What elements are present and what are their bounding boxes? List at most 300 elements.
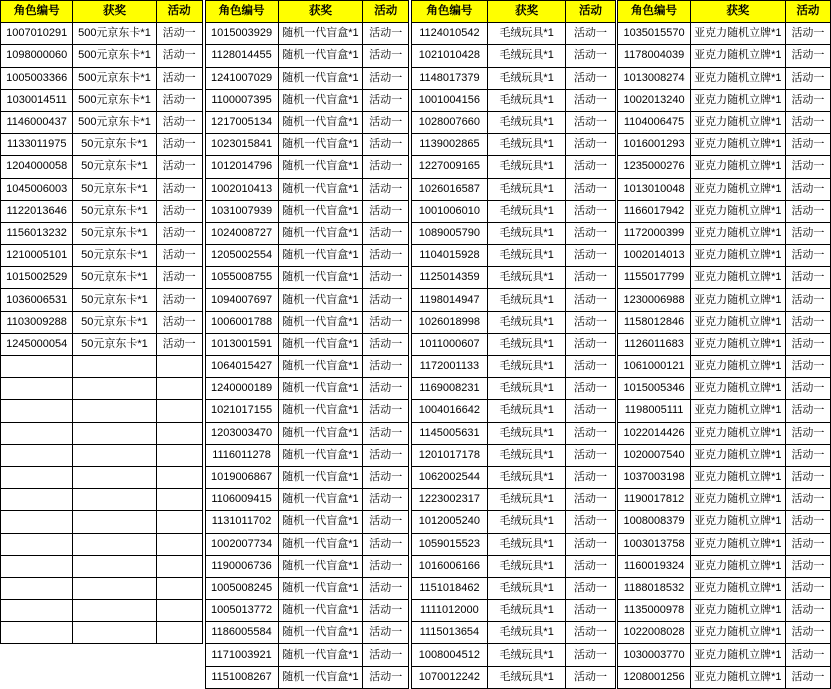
table-row [205,422,409,444]
cell-prize: 随机一代盲盒*1 [278,289,363,311]
cell-role-id: 1104006475 [618,111,690,133]
table-row [205,400,409,422]
cell-prize: 毛绒玩具*1 [487,622,566,644]
cell-role-id: 1103009288 [1,311,73,333]
winner-table-acrylic-stand [617,0,831,689]
cell-activity: 活动一 [566,111,615,133]
cell-activity: 活动一 [785,511,830,533]
cell-role-id: 1021017155 [205,400,278,422]
cell-role-id: 1122013646 [1,200,73,222]
cell-prize: 随机一代盲盒*1 [278,511,363,533]
cell-activity [156,378,202,400]
cell-activity: 活动一 [363,466,409,488]
cell-activity: 活动一 [785,311,830,333]
cell-activity: 活动一 [156,156,202,178]
table-row-empty [1,533,203,555]
cell-prize: 毛绒玩具*1 [487,222,566,244]
cell-activity: 活动一 [363,111,409,133]
winner-table-blind-box [205,0,410,689]
cell-prize: 随机一代盲盒*1 [278,222,363,244]
cell-role-id: 1005013772 [205,600,278,622]
column-header: 活动 [566,1,615,23]
cell-activity [156,489,202,511]
cell-activity: 活动一 [566,178,615,200]
cell-role-id: 1158012846 [618,311,690,333]
table-row [205,333,409,355]
table-row [411,89,615,111]
cell-role-id: 1011000607 [411,333,487,355]
table-row-empty [1,466,203,488]
cell-role-id: 1064015427 [205,356,278,378]
cell-prize: 亚克力随机立牌*1 [690,111,785,133]
table-row-empty [1,356,203,378]
cell-role-id: 1002014013 [618,245,690,267]
cell-prize: 50元京东卡*1 [73,289,156,311]
table-row [205,489,409,511]
cell-activity: 活动一 [785,200,830,222]
table-row [618,666,831,688]
table-row [411,222,615,244]
cell-activity: 活动一 [785,178,830,200]
cell-prize: 随机一代盲盒*1 [278,533,363,555]
cell-role-id: 1035015570 [618,23,690,45]
cell-role-id: 1166017942 [618,200,690,222]
cell-role-id: 1190017812 [618,489,690,511]
cell-prize: 随机一代盲盒*1 [278,245,363,267]
cell-role-id: 1002010413 [205,178,278,200]
cell-role-id [1,489,73,511]
cell-prize: 毛绒玩具*1 [487,511,566,533]
table-row [411,422,615,444]
cell-activity: 活动一 [156,89,202,111]
table-row [1,134,203,156]
cell-activity: 活动一 [156,45,202,67]
cell-prize: 亚克力随机立牌*1 [690,644,785,666]
cell-role-id: 1098000060 [1,45,73,67]
table-row [1,156,203,178]
cell-prize: 随机一代盲盒*1 [278,356,363,378]
table-row [205,200,409,222]
cell-activity [156,533,202,555]
cell-prize: 500元京东卡*1 [73,45,156,67]
table-row-empty [1,577,203,599]
cell-role-id [1,356,73,378]
table-row [1,23,203,45]
table-row [1,245,203,267]
cell-role-id: 1012005240 [411,511,487,533]
table-row [205,577,409,599]
cell-activity: 活动一 [566,23,615,45]
table-row [411,533,615,555]
cell-prize: 亚克力随机立牌*1 [690,666,785,688]
cell-activity: 活动一 [566,489,615,511]
cell-activity: 活动一 [363,134,409,156]
cell-role-id: 1240000189 [205,378,278,400]
cell-prize: 亚克力随机立牌*1 [690,400,785,422]
cell-role-id: 1128014455 [205,45,278,67]
table-row [205,378,409,400]
cell-prize: 亚克力随机立牌*1 [690,289,785,311]
cell-prize: 亚克力随机立牌*1 [690,178,785,200]
cell-prize: 随机一代盲盒*1 [278,489,363,511]
table-row [618,489,831,511]
table-row [411,23,615,45]
cell-activity: 活动一 [363,267,409,289]
cell-role-id: 1135000978 [618,600,690,622]
cell-activity: 活动一 [363,444,409,466]
table-row [205,89,409,111]
cell-activity: 活动一 [363,422,409,444]
cell-activity: 活动一 [363,67,409,89]
table-row [411,511,615,533]
cell-prize: 毛绒玩具*1 [487,134,566,156]
cell-activity: 活动一 [566,644,615,666]
cell-prize: 随机一代盲盒*1 [278,444,363,466]
table-row-empty [1,489,203,511]
table-row [618,622,831,644]
cell-role-id: 1190006736 [205,555,278,577]
cell-role-id: 1013001591 [205,333,278,355]
cell-activity: 活动一 [363,400,409,422]
cell-prize: 毛绒玩具*1 [487,466,566,488]
cell-activity: 活动一 [785,600,830,622]
cell-activity [156,444,202,466]
cell-prize: 50元京东卡*1 [73,222,156,244]
cell-role-id: 1030014511 [1,89,73,111]
cell-prize: 毛绒玩具*1 [487,45,566,67]
cell-prize: 亚克力随机立牌*1 [690,67,785,89]
table-row [618,67,831,89]
cell-activity: 活动一 [785,555,830,577]
cell-activity: 活动一 [566,134,615,156]
cell-prize: 50元京东卡*1 [73,333,156,355]
cell-activity: 活动一 [566,267,615,289]
cell-prize: 亚克力随机立牌*1 [690,489,785,511]
cell-role-id: 1006001788 [205,311,278,333]
cell-prize: 500元京东卡*1 [73,89,156,111]
cell-activity: 活动一 [785,333,830,355]
cell-prize: 毛绒玩具*1 [487,267,566,289]
table-row [411,311,615,333]
table-row [205,23,409,45]
cell-activity: 活动一 [363,311,409,333]
cell-prize: 50元京东卡*1 [73,200,156,222]
table-row [1,200,203,222]
cell-activity: 活动一 [363,222,409,244]
table-row-empty [1,422,203,444]
table-row [618,378,831,400]
cell-role-id: 1201017178 [411,444,487,466]
cell-activity: 活动一 [156,311,202,333]
table-row [411,356,615,378]
cell-prize: 随机一代盲盒*1 [278,111,363,133]
table-row-empty [1,622,203,644]
cell-role-id: 1003013758 [618,533,690,555]
cell-role-id: 1001006010 [411,200,487,222]
cell-prize: 亚克力随机立牌*1 [690,378,785,400]
cell-role-id: 1008008379 [618,511,690,533]
table-row [205,245,409,267]
cell-prize: 毛绒玩具*1 [487,400,566,422]
cell-prize [73,378,156,400]
table-row [411,45,615,67]
cell-role-id: 1203003470 [205,422,278,444]
cell-role-id: 1155017799 [618,267,690,289]
cell-role-id: 1026018998 [411,311,487,333]
cell-prize: 毛绒玩具*1 [487,333,566,355]
table-row [411,466,615,488]
table-row [1,289,203,311]
cell-prize: 毛绒玩具*1 [487,178,566,200]
table-row [205,666,409,688]
cell-activity: 活动一 [785,444,830,466]
table-row [205,311,409,333]
cell-role-id: 1156013232 [1,222,73,244]
cell-activity: 活动一 [363,577,409,599]
cell-prize: 亚克力随机立牌*1 [690,134,785,156]
cell-role-id: 1045006003 [1,178,73,200]
cell-activity: 活动一 [363,600,409,622]
cell-prize: 随机一代盲盒*1 [278,267,363,289]
cell-activity: 活动一 [363,489,409,511]
cell-activity: 活动一 [566,444,615,466]
cell-role-id: 1111012000 [411,600,487,622]
cell-activity: 活动一 [566,511,615,533]
cell-prize: 随机一代盲盒*1 [278,178,363,200]
cell-role-id: 1020007540 [618,444,690,466]
cell-role-id: 1104015928 [411,245,487,267]
cell-activity: 活动一 [785,222,830,244]
cell-activity: 活动一 [566,356,615,378]
table-row [205,533,409,555]
table-row [411,333,615,355]
cell-activity: 活动一 [566,577,615,599]
cell-role-id: 1031007939 [205,200,278,222]
cell-role-id: 1160019324 [618,555,690,577]
cell-prize: 亚克力随机立牌*1 [690,200,785,222]
cell-activity: 活动一 [785,666,830,688]
cell-role-id: 1094007697 [205,289,278,311]
table-row [411,245,615,267]
table-header-row [205,1,409,23]
cell-activity: 活动一 [363,23,409,45]
cell-prize: 毛绒玩具*1 [487,644,566,666]
cell-role-id: 1002007734 [205,533,278,555]
table-row [411,178,615,200]
cell-activity: 活动一 [785,533,830,555]
cell-activity: 活动一 [785,422,830,444]
cell-role-id: 1005003366 [1,67,73,89]
cell-activity: 活动一 [785,644,830,666]
cell-activity: 活动一 [363,511,409,533]
cell-prize: 亚克力随机立牌*1 [690,245,785,267]
table-row [205,511,409,533]
table-row [618,333,831,355]
cell-activity: 活动一 [156,267,202,289]
cell-role-id: 1151018462 [411,577,487,599]
cell-activity: 活动一 [566,422,615,444]
cell-prize: 随机一代盲盒*1 [278,600,363,622]
table-row [1,45,203,67]
cell-role-id: 1148017379 [411,67,487,89]
cell-prize [73,422,156,444]
cell-role-id: 1002013240 [618,89,690,111]
cell-role-id: 1198005111 [618,400,690,422]
cell-activity: 活动一 [566,289,615,311]
cell-role-id: 1028007660 [411,111,487,133]
cell-role-id: 1070012242 [411,666,487,688]
table-row [1,67,203,89]
cell-activity: 活动一 [785,356,830,378]
cell-activity: 活动一 [785,622,830,644]
cell-prize: 随机一代盲盒*1 [278,466,363,488]
table-row [1,89,203,111]
cell-prize: 毛绒玩具*1 [487,245,566,267]
cell-prize [73,511,156,533]
cell-role-id: 1133011975 [1,134,73,156]
cell-prize: 亚克力随机立牌*1 [690,466,785,488]
cell-activity: 活动一 [363,289,409,311]
cell-activity: 活动一 [363,378,409,400]
table-row [205,644,409,666]
cell-role-id: 1019006867 [205,466,278,488]
cell-activity: 活动一 [156,289,202,311]
cell-role-id: 1125014359 [411,267,487,289]
cell-role-id [1,400,73,422]
cell-activity [156,356,202,378]
table-row [205,134,409,156]
cell-prize: 亚克力随机立牌*1 [690,622,785,644]
cell-role-id: 1172000399 [618,222,690,244]
cell-activity [156,600,202,622]
cell-role-id: 1030003770 [618,644,690,666]
cell-role-id: 1106009415 [205,489,278,511]
cell-role-id: 1021010428 [411,45,487,67]
cell-activity: 活动一 [785,134,830,156]
cell-role-id: 1169008231 [411,378,487,400]
table-row [205,600,409,622]
cell-activity: 活动一 [566,311,615,333]
table-row [205,222,409,244]
cell-activity [156,577,202,599]
cell-activity: 活动一 [156,111,202,133]
winner-table-plush-toy [411,0,616,689]
table-row [411,489,615,511]
cell-activity: 活动一 [566,533,615,555]
table-row [618,111,831,133]
table-row [205,444,409,466]
table-row [618,289,831,311]
cell-prize: 随机一代盲盒*1 [278,422,363,444]
table-row [411,600,615,622]
cell-prize [73,577,156,599]
cell-role-id [1,555,73,577]
table-row [618,311,831,333]
column-header: 角色编号 [205,1,278,23]
winner-table-jd-card [0,0,203,644]
cell-activity [156,466,202,488]
cell-prize [73,356,156,378]
cell-prize: 毛绒玩具*1 [487,311,566,333]
cell-activity [156,555,202,577]
cell-role-id: 1186005584 [205,622,278,644]
cell-prize: 随机一代盲盒*1 [278,156,363,178]
cell-prize: 50元京东卡*1 [73,245,156,267]
table-row [411,444,615,466]
cell-activity: 活动一 [566,400,615,422]
cell-activity: 活动一 [785,67,830,89]
cell-prize: 毛绒玩具*1 [487,422,566,444]
cell-prize: 毛绒玩具*1 [487,23,566,45]
cell-activity: 活动一 [363,555,409,577]
cell-prize: 亚克力随机立牌*1 [690,577,785,599]
cell-prize: 毛绒玩具*1 [487,378,566,400]
cell-activity: 活动一 [785,289,830,311]
cell-prize: 亚克力随机立牌*1 [690,267,785,289]
cell-prize: 毛绒玩具*1 [487,289,566,311]
table-row [618,245,831,267]
cell-activity: 活动一 [566,245,615,267]
table-row [618,511,831,533]
cell-role-id: 1198014947 [411,289,487,311]
cell-role-id: 1062002544 [411,466,487,488]
cell-role-id: 1055008755 [205,267,278,289]
table-row-empty [1,600,203,622]
cell-role-id: 1015005346 [618,378,690,400]
table-row [618,466,831,488]
table-row [411,644,615,666]
cell-activity: 活动一 [566,555,615,577]
cell-activity: 活动一 [363,356,409,378]
table-row [618,156,831,178]
table-row [618,400,831,422]
cell-role-id [1,378,73,400]
cell-role-id: 1204000058 [1,156,73,178]
cell-prize: 50元京东卡*1 [73,134,156,156]
table-row-empty [1,400,203,422]
cell-prize: 随机一代盲盒*1 [278,577,363,599]
table-row [1,178,203,200]
cell-role-id [1,622,73,644]
table-row [618,600,831,622]
cell-role-id: 1139002865 [411,134,487,156]
cell-prize: 亚克力随机立牌*1 [690,311,785,333]
cell-activity: 活动一 [785,156,830,178]
column-header: 活动 [156,1,202,23]
cell-activity: 活动一 [785,111,830,133]
cell-prize: 随机一代盲盒*1 [278,45,363,67]
table-row [205,267,409,289]
cell-role-id [1,600,73,622]
cell-role-id: 1151008267 [205,666,278,688]
cell-activity: 活动一 [785,378,830,400]
table-header-row [411,1,615,23]
cell-activity: 活动一 [156,23,202,45]
cell-activity: 活动一 [363,533,409,555]
cell-prize: 毛绒玩具*1 [487,555,566,577]
cell-activity: 活动一 [156,222,202,244]
table-row [411,156,615,178]
cell-activity: 活动一 [156,245,202,267]
cell-activity [156,511,202,533]
cell-activity: 活动一 [566,600,615,622]
table-row [1,222,203,244]
cell-role-id: 1126011683 [618,333,690,355]
cell-prize: 毛绒玩具*1 [487,489,566,511]
cell-role-id [1,466,73,488]
column-header: 获奖 [487,1,566,23]
cell-activity: 活动一 [566,156,615,178]
